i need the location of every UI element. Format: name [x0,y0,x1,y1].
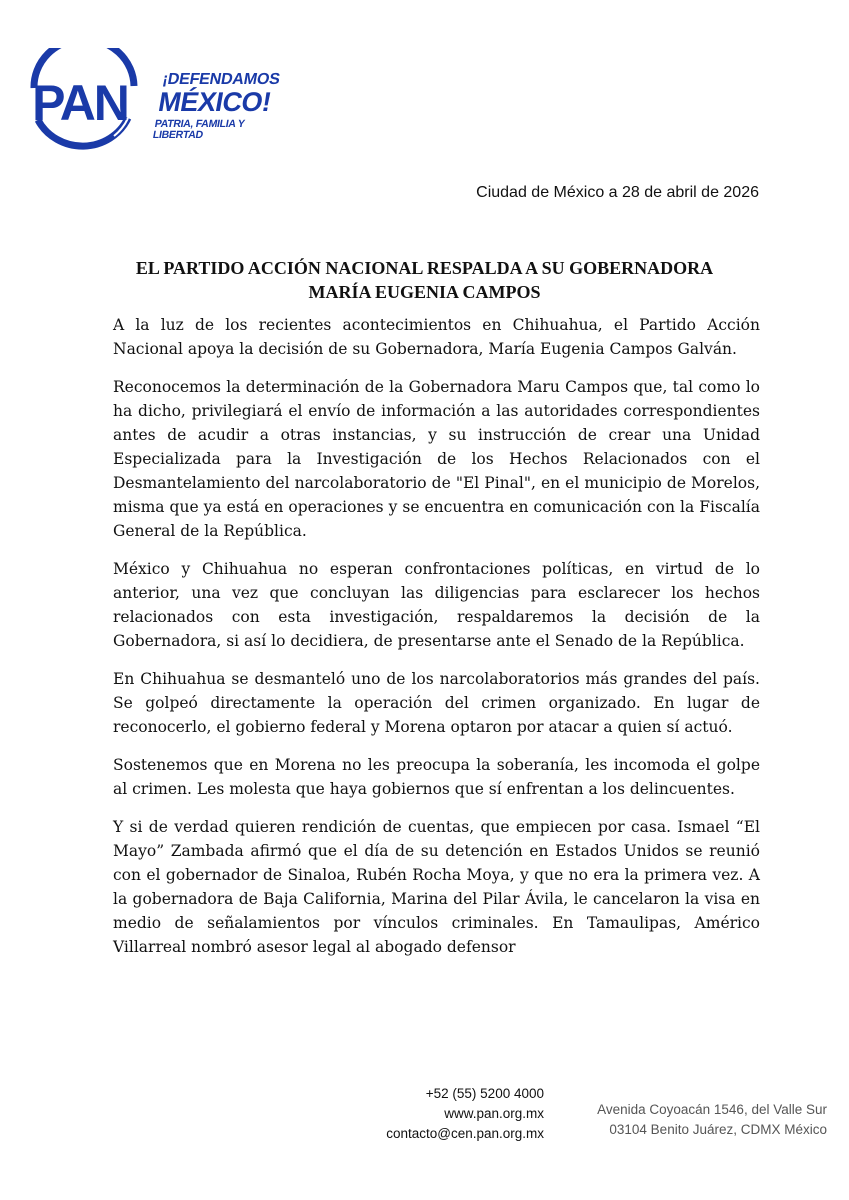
paragraph: En Chihuahua se desmanteló uno de los narcolaboratorios más grandes del país. Se golpeó directamente la operación del crimen organizado. En lugar de reconocerlo, el gobierno federal y Morena optaron por atacar a quien sí actuó. [113,670,760,736]
body-text [113,313,760,959]
footer-address-line2: 03104 Benito Juárez, CDMX México [609,1122,827,1137]
slogan-line3: PATRIA, FAMILIA Y LIBERTAD [151,118,246,141]
footer-website[interactable]: www.pan.org.mx [444,1106,544,1121]
pan-logo [16,48,144,152]
footer-contact [386,1084,544,1144]
paragraph: A la luz de los recientes acontecimientos en Chihuahua, el Partido Acción Nacional apoya la decisión de su Gobernadora, María Eugenia Campos Galván. [113,316,760,358]
paragraph: Y si de verdad quieren rendición de cuentas, que empiecen por casa. Ismael “El Mayo” Zambada afirmó que el día de su detención en Estados Unidos se reunió con el gobernador de Sinaloa, Rubén Rocha Moya, y que no era la primera vez. A la gobernadora de Baja California, Marina del Pilar Ávila, le cancelaron la visa en medio de señalamientos por vínculos criminales. En Tamaulipas, Américo Villarreal nombró asesor legal al abogado defensor [113,818,760,956]
paragraph: México y Chihuahua no esperan confrontaciones políticas, en virtud de lo anterior, una vez que concluyan las diligencias para esclarecer los hechos relacionados con esta investigación, respaldaremos la decisión de la Gobernadora, si así lo decidiera, de presentarse ante el Senado de la República. [113,560,760,650]
paragraph: Reconocemos la determinación de la Gobernadora Maru Campos que, tal como lo ha dicho, privilegiará el envío de información a las autoridades correspondientes antes de acudir a otras instancias, y su instrucción de crear una Unidad Especializada para la Investigación de los Hechos Relacionados con el Desmantelamiento del narcolaboratorio de "El Pinal", en el municipio de Morelos, misma que ya está en operaciones y se encuentra en comunicación con la Fiscalía General de la República. [113,378,760,540]
footer-email[interactable]: contacto@cen.pan.org.mx [386,1126,544,1141]
paragraph: Sostenemos que en Morena no les preocupa la soberanía, les incomoda el golpe al crimen. Les molesta que haya gobiernos que sí enfrentan a los delincuentes. [113,756,760,798]
pan-logo-icon [16,48,144,152]
footer-phone: +52 (55) 5200 4000 [425,1086,544,1101]
headline [60,256,789,304]
date-line: Ciudad de México a 28 de abril de 2026 [476,184,759,201]
headline-line1: EL PARTIDO ACCIÓN NACIONAL RESPALDA A SU GOBERNADORA [135,258,714,278]
slogan-line1: ¡DEFENDAMOS [161,71,282,88]
slogan-line2: MÉXICO! [156,87,274,117]
footer-address-line1: Avenida Coyoacán 1546, del Valle Sur [597,1102,827,1117]
footer-address [597,1100,827,1140]
pan-logo-text: PAN [32,75,128,131]
slogan [152,72,294,140]
headline-line2: MARÍA EUGENIA CAMPOS [308,282,541,302]
